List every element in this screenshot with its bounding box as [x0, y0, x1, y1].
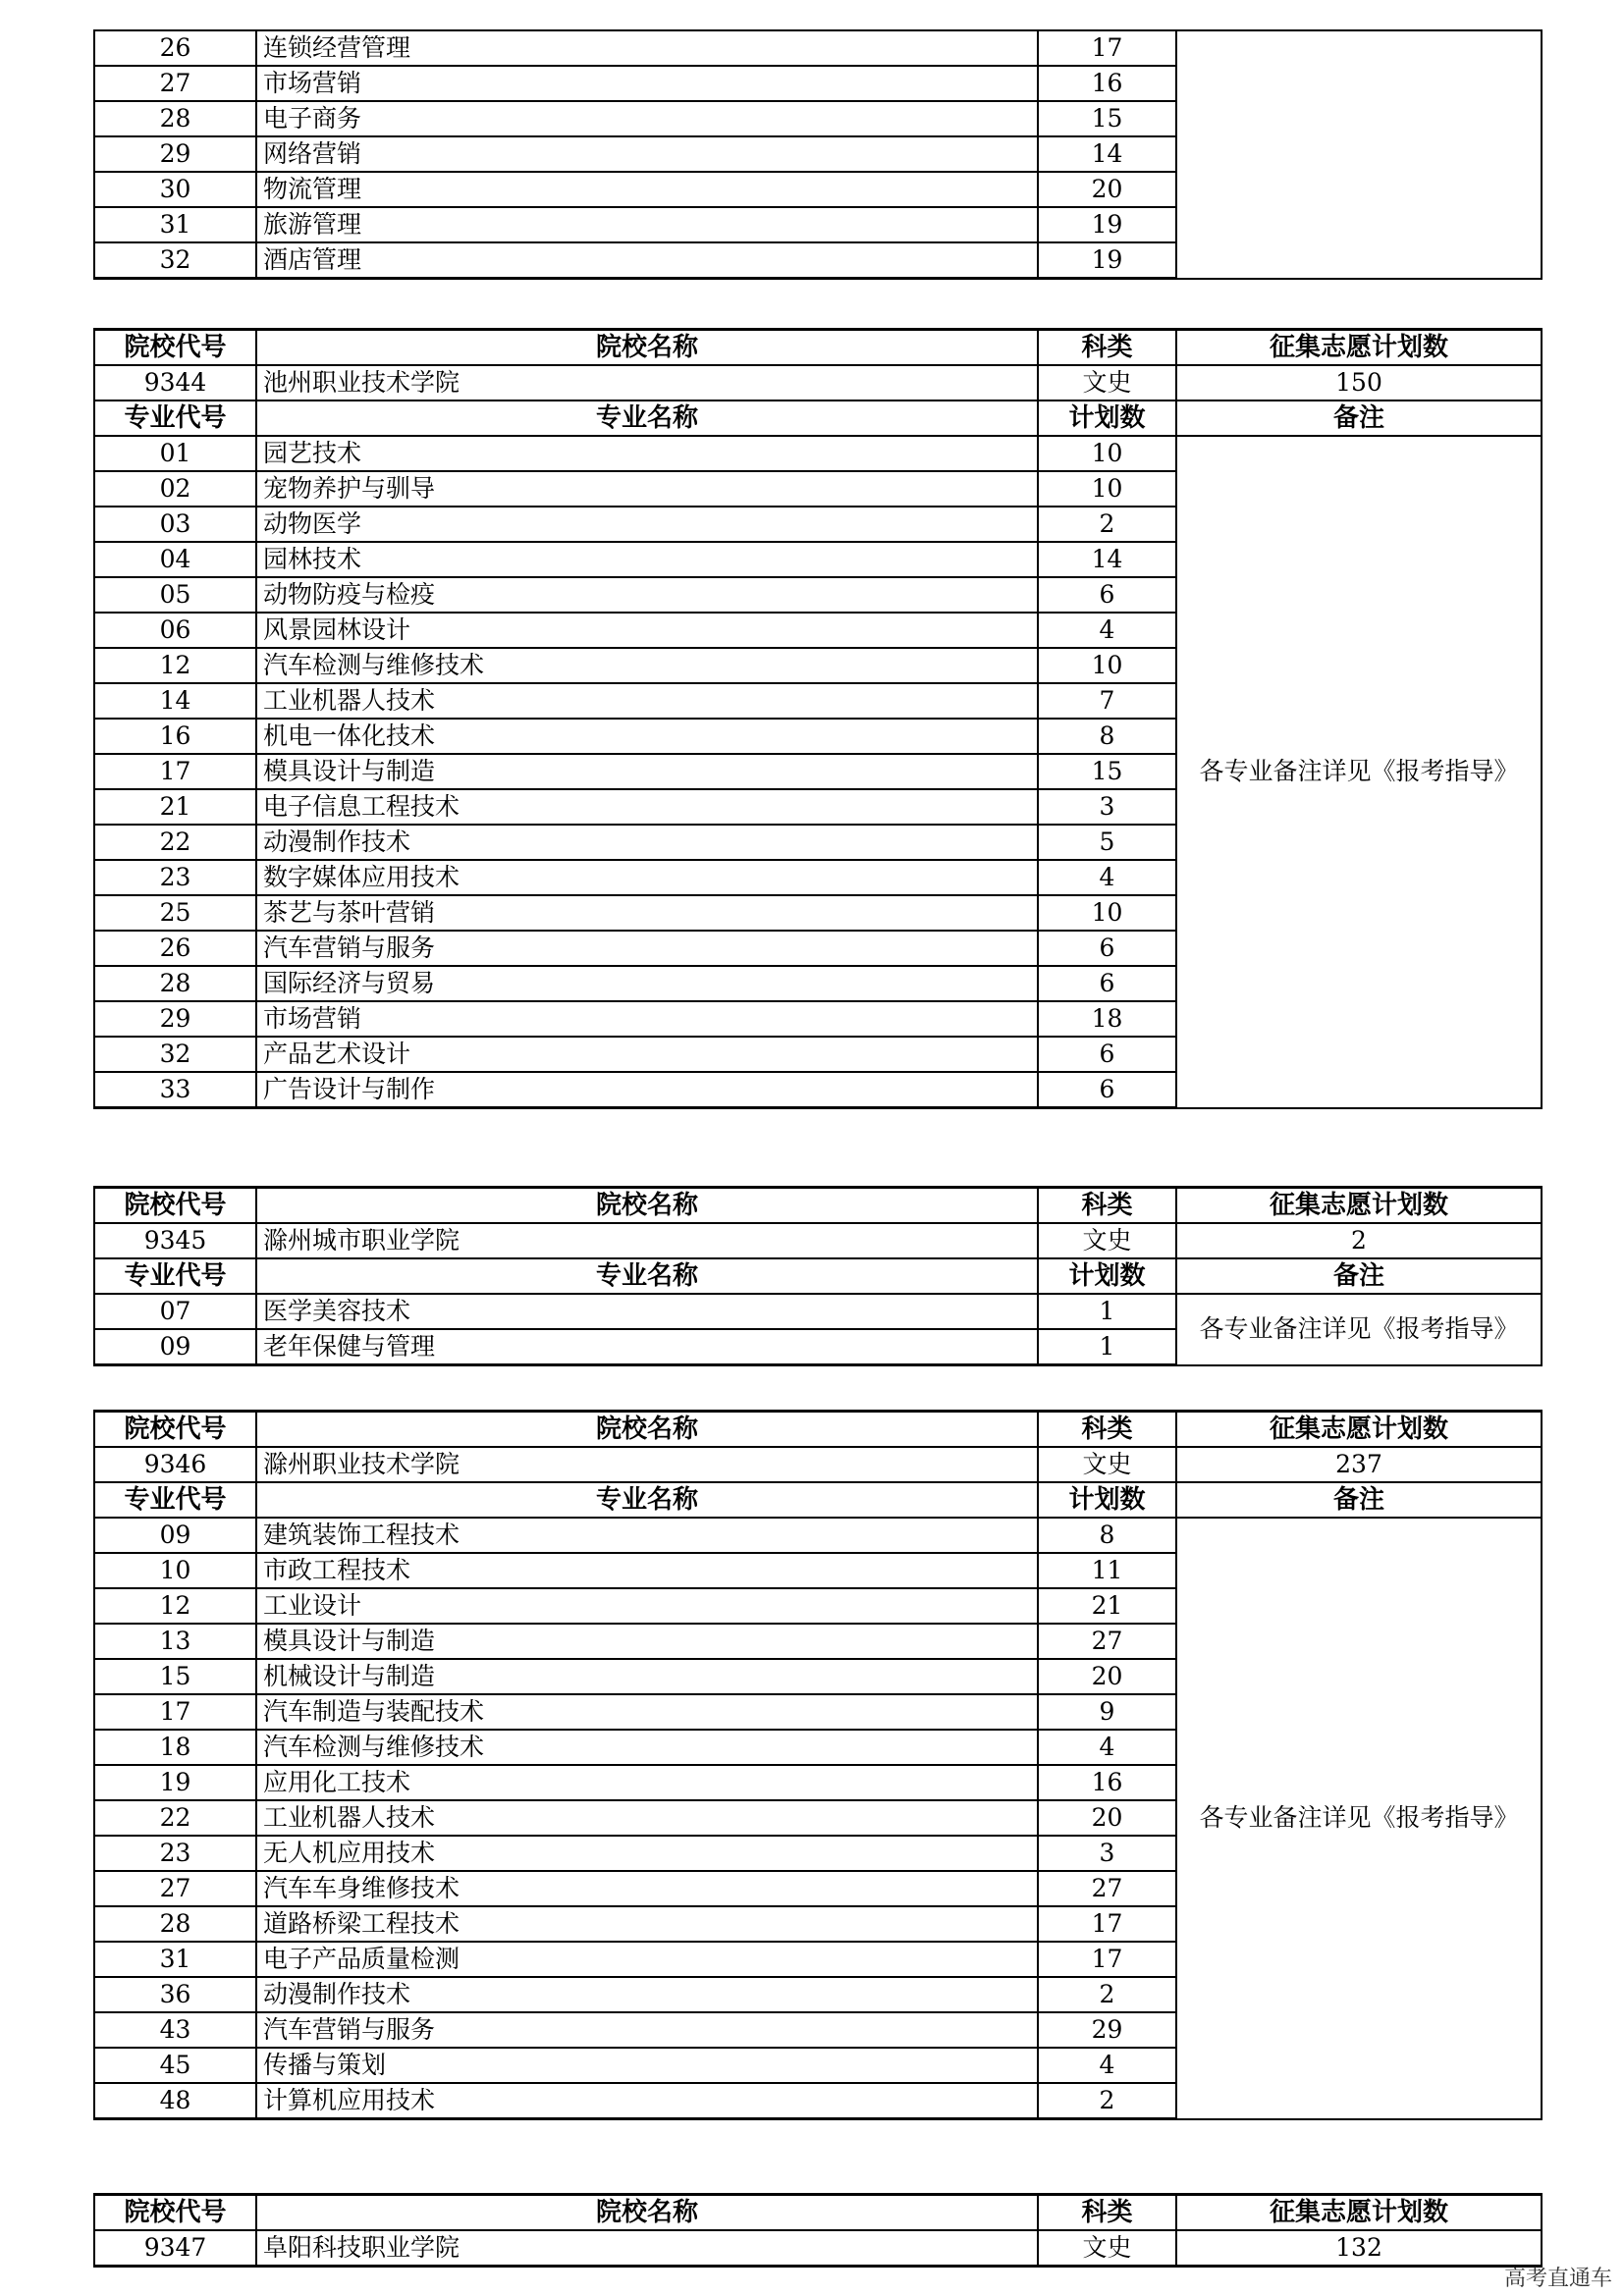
major-name: 无人机应用技术 [256, 1836, 1038, 1871]
school-header-row [94, 1188, 1542, 1224]
major-plan-count: 27 [1038, 1871, 1176, 1906]
major-code: 31 [94, 1942, 256, 1977]
plan-total-header: 征集志愿计划数 [1176, 1412, 1542, 1448]
remark-header: 备注 [1176, 1482, 1542, 1518]
major-plan-count: 20 [1038, 1800, 1176, 1836]
remark-header: 备注 [1176, 400, 1542, 436]
major-plan-count: 4 [1038, 1730, 1176, 1765]
major-name: 动物医学 [256, 507, 1038, 542]
major-code: 29 [94, 1001, 256, 1037]
school-name: 滁州职业技术学院 [256, 1447, 1038, 1482]
major-plan-count: 29 [1038, 2012, 1176, 2048]
major-code: 04 [94, 542, 256, 577]
major-code: 14 [94, 683, 256, 719]
major-code: 12 [94, 648, 256, 683]
plan-total-header: 征集志愿计划数 [1176, 1188, 1542, 1224]
major-plan-count: 9 [1038, 1694, 1176, 1730]
major-plan-count: 17 [1038, 30, 1176, 66]
major-plan-count: 10 [1038, 471, 1176, 507]
major-code: 17 [94, 1694, 256, 1730]
major-code: 16 [94, 719, 256, 754]
school-code: 9345 [94, 1223, 256, 1258]
major-code: 43 [94, 2012, 256, 2048]
major-plan-count: 4 [1038, 860, 1176, 895]
school-code-header: 院校代号 [94, 330, 256, 366]
major-plan-count: 19 [1038, 207, 1176, 242]
major-code: 26 [94, 931, 256, 966]
major-name: 风景园林设计 [256, 613, 1038, 648]
major-code: 01 [94, 436, 256, 471]
major-row [94, 1518, 1542, 1553]
major-plan-count: 27 [1038, 1624, 1176, 1659]
plan-count-header: 计划数 [1038, 1258, 1176, 1294]
major-name: 园艺技术 [256, 436, 1038, 471]
school-table [93, 2193, 1543, 2268]
major-code: 45 [94, 2048, 256, 2083]
major-name-header: 专业名称 [256, 1482, 1038, 1518]
major-name: 网络营销 [256, 136, 1038, 172]
major-code: 36 [94, 1977, 256, 2012]
category-header: 科类 [1038, 2195, 1176, 2231]
major-name: 酒店管理 [256, 242, 1038, 279]
major-code: 15 [94, 1659, 256, 1694]
major-plan-count: 19 [1038, 242, 1176, 279]
major-row [94, 30, 1542, 66]
major-name: 园林技术 [256, 542, 1038, 577]
school-code-header: 院校代号 [94, 2195, 256, 2231]
major-plan-count: 6 [1038, 1037, 1176, 1072]
continued-major-table [93, 29, 1543, 280]
school-info-row [94, 365, 1542, 400]
major-name: 工业设计 [256, 1588, 1038, 1624]
school-info-row [94, 1447, 1542, 1482]
major-name: 老年保健与管理 [256, 1329, 1038, 1365]
major-code: 25 [94, 895, 256, 931]
school-category: 文史 [1038, 1447, 1176, 1482]
major-name: 动漫制作技术 [256, 825, 1038, 860]
major-code: 27 [94, 1871, 256, 1906]
school-category: 文史 [1038, 2230, 1176, 2267]
major-name: 电子信息工程技术 [256, 789, 1038, 825]
major-name: 动漫制作技术 [256, 1977, 1038, 2012]
school-plan-total: 132 [1176, 2230, 1542, 2267]
remark-header: 备注 [1176, 1258, 1542, 1294]
major-code: 48 [94, 2083, 256, 2119]
major-code: 23 [94, 860, 256, 895]
major-name: 计算机应用技术 [256, 2083, 1038, 2119]
major-code: 19 [94, 1765, 256, 1800]
major-name: 数字媒体应用技术 [256, 860, 1038, 895]
major-name: 市场营销 [256, 66, 1038, 101]
major-plan-count: 2 [1038, 2083, 1176, 2119]
major-plan-count: 8 [1038, 719, 1176, 754]
major-name: 工业机器人技术 [256, 1800, 1038, 1836]
major-name: 道路桥梁工程技术 [256, 1906, 1038, 1942]
major-name: 连锁经营管理 [256, 30, 1038, 66]
school-code-header: 院校代号 [94, 1188, 256, 1224]
major-code: 12 [94, 1588, 256, 1624]
major-plan-count: 17 [1038, 1942, 1176, 1977]
major-name: 市场营销 [256, 1001, 1038, 1037]
school-name: 阜阳科技职业学院 [256, 2230, 1038, 2267]
major-name: 汽车营销与服务 [256, 931, 1038, 966]
major-code: 21 [94, 789, 256, 825]
major-code: 29 [94, 136, 256, 172]
major-plan-count: 3 [1038, 1836, 1176, 1871]
major-name: 机械设计与制造 [256, 1659, 1038, 1694]
major-row [94, 436, 1542, 471]
major-name: 产品艺术设计 [256, 1037, 1038, 1072]
major-code: 09 [94, 1518, 256, 1553]
major-plan-count: 18 [1038, 1001, 1176, 1037]
category-header: 科类 [1038, 1412, 1176, 1448]
major-plan-count: 15 [1038, 101, 1176, 136]
major-name: 电子产品质量检测 [256, 1942, 1038, 1977]
school-code: 9346 [94, 1447, 256, 1482]
remark-cell: 各专业备注详见《报考指导》 [1176, 436, 1542, 1108]
major-code: 09 [94, 1329, 256, 1365]
school-plan-total: 150 [1176, 365, 1542, 400]
school-code: 9347 [94, 2230, 256, 2267]
major-plan-count: 5 [1038, 825, 1176, 860]
major-name: 动物防疫与检疫 [256, 577, 1038, 613]
major-name: 汽车检测与维修技术 [256, 1730, 1038, 1765]
major-code: 28 [94, 1906, 256, 1942]
major-name: 旅游管理 [256, 207, 1038, 242]
major-row [94, 1294, 1542, 1329]
school-plan-total: 237 [1176, 1447, 1542, 1482]
major-plan-count: 15 [1038, 754, 1176, 789]
major-plan-count: 1 [1038, 1294, 1176, 1329]
plan-count-header: 计划数 [1038, 400, 1176, 436]
major-plan-count: 6 [1038, 1072, 1176, 1108]
major-header-row [94, 1482, 1542, 1518]
school-name-header: 院校名称 [256, 2195, 1038, 2231]
remark-cell-empty [1176, 30, 1542, 279]
major-code: 31 [94, 207, 256, 242]
major-plan-count: 16 [1038, 1765, 1176, 1800]
school-table [93, 328, 1543, 1109]
major-code-header: 专业代号 [94, 1482, 256, 1518]
major-code: 13 [94, 1624, 256, 1659]
major-plan-count: 21 [1038, 1588, 1176, 1624]
major-code-header: 专业代号 [94, 1258, 256, 1294]
school-name-header: 院校名称 [256, 330, 1038, 366]
major-header-row [94, 400, 1542, 436]
major-name: 汽车检测与维修技术 [256, 648, 1038, 683]
major-header-row [94, 1258, 1542, 1294]
major-code: 32 [94, 1037, 256, 1072]
major-plan-count: 3 [1038, 789, 1176, 825]
school-header-row [94, 2195, 1542, 2231]
major-plan-count: 14 [1038, 136, 1176, 172]
plan-total-header: 征集志愿计划数 [1176, 2195, 1542, 2231]
major-plan-count: 2 [1038, 507, 1176, 542]
major-code: 17 [94, 754, 256, 789]
major-plan-count: 7 [1038, 683, 1176, 719]
category-header: 科类 [1038, 1188, 1176, 1224]
major-name: 模具设计与制造 [256, 1624, 1038, 1659]
school-header-row [94, 330, 1542, 366]
major-code: 30 [94, 172, 256, 207]
major-plan-count: 6 [1038, 577, 1176, 613]
major-code: 22 [94, 825, 256, 860]
major-name: 物流管理 [256, 172, 1038, 207]
school-header-row [94, 1412, 1542, 1448]
major-name: 市政工程技术 [256, 1553, 1038, 1588]
major-name: 国际经济与贸易 [256, 966, 1038, 1001]
major-name: 传播与策划 [256, 2048, 1038, 2083]
major-code: 28 [94, 101, 256, 136]
major-plan-count: 4 [1038, 2048, 1176, 2083]
school-code: 9344 [94, 365, 256, 400]
major-name: 汽车营销与服务 [256, 2012, 1038, 2048]
major-plan-count: 6 [1038, 931, 1176, 966]
major-plan-count: 6 [1038, 966, 1176, 1001]
major-code: 18 [94, 1730, 256, 1765]
major-code: 27 [94, 66, 256, 101]
major-plan-count: 4 [1038, 613, 1176, 648]
school-plan-total: 2 [1176, 1223, 1542, 1258]
major-plan-count: 1 [1038, 1329, 1176, 1365]
school-info-row [94, 2230, 1542, 2267]
major-code: 22 [94, 1800, 256, 1836]
major-code: 02 [94, 471, 256, 507]
major-code: 03 [94, 507, 256, 542]
major-plan-count: 17 [1038, 1906, 1176, 1942]
major-plan-count: 11 [1038, 1553, 1176, 1588]
major-plan-count: 14 [1038, 542, 1176, 577]
school-category: 文史 [1038, 365, 1176, 400]
plan-total-header: 征集志愿计划数 [1176, 330, 1542, 366]
watermark-text: 高考直通车 [1503, 2267, 1612, 2291]
major-plan-count: 10 [1038, 648, 1176, 683]
major-plan-count: 20 [1038, 172, 1176, 207]
category-header: 科类 [1038, 330, 1176, 366]
major-plan-count: 16 [1038, 66, 1176, 101]
major-name-header: 专业名称 [256, 1258, 1038, 1294]
school-info-row [94, 1223, 1542, 1258]
major-name: 模具设计与制造 [256, 754, 1038, 789]
major-code: 32 [94, 242, 256, 279]
major-name: 广告设计与制作 [256, 1072, 1038, 1108]
major-code-header: 专业代号 [94, 400, 256, 436]
major-name-header: 专业名称 [256, 400, 1038, 436]
remark-cell: 各专业备注详见《报考指导》 [1176, 1518, 1542, 2119]
major-code: 33 [94, 1072, 256, 1108]
school-name: 池州职业技术学院 [256, 365, 1038, 400]
school-table [93, 1410, 1543, 2120]
school-category: 文史 [1038, 1223, 1176, 1258]
major-code: 28 [94, 966, 256, 1001]
major-name: 宠物养护与驯导 [256, 471, 1038, 507]
school-name: 滁州城市职业学院 [256, 1223, 1038, 1258]
major-name: 汽车车身维修技术 [256, 1871, 1038, 1906]
major-name: 汽车制造与装配技术 [256, 1694, 1038, 1730]
major-plan-count: 2 [1038, 1977, 1176, 2012]
major-name: 建筑装饰工程技术 [256, 1518, 1038, 1553]
major-plan-count: 8 [1038, 1518, 1176, 1553]
school-name-header: 院校名称 [256, 1412, 1038, 1448]
major-code: 23 [94, 1836, 256, 1871]
major-plan-count: 10 [1038, 895, 1176, 931]
major-plan-count: 10 [1038, 436, 1176, 471]
major-code: 07 [94, 1294, 256, 1329]
major-name: 应用化工技术 [256, 1765, 1038, 1800]
major-name: 电子商务 [256, 101, 1038, 136]
major-code: 26 [94, 30, 256, 66]
major-name: 工业机器人技术 [256, 683, 1038, 719]
major-name: 医学美容技术 [256, 1294, 1038, 1329]
remark-cell: 各专业备注详见《报考指导》 [1176, 1294, 1542, 1365]
school-code-header: 院校代号 [94, 1412, 256, 1448]
major-name: 机电一体化技术 [256, 719, 1038, 754]
major-plan-count: 20 [1038, 1659, 1176, 1694]
major-code: 06 [94, 613, 256, 648]
school-name-header: 院校名称 [256, 1188, 1038, 1224]
major-code: 10 [94, 1553, 256, 1588]
major-code: 05 [94, 577, 256, 613]
school-table [93, 1186, 1543, 1366]
plan-count-header: 计划数 [1038, 1482, 1176, 1518]
major-name: 茶艺与茶叶营销 [256, 895, 1038, 931]
